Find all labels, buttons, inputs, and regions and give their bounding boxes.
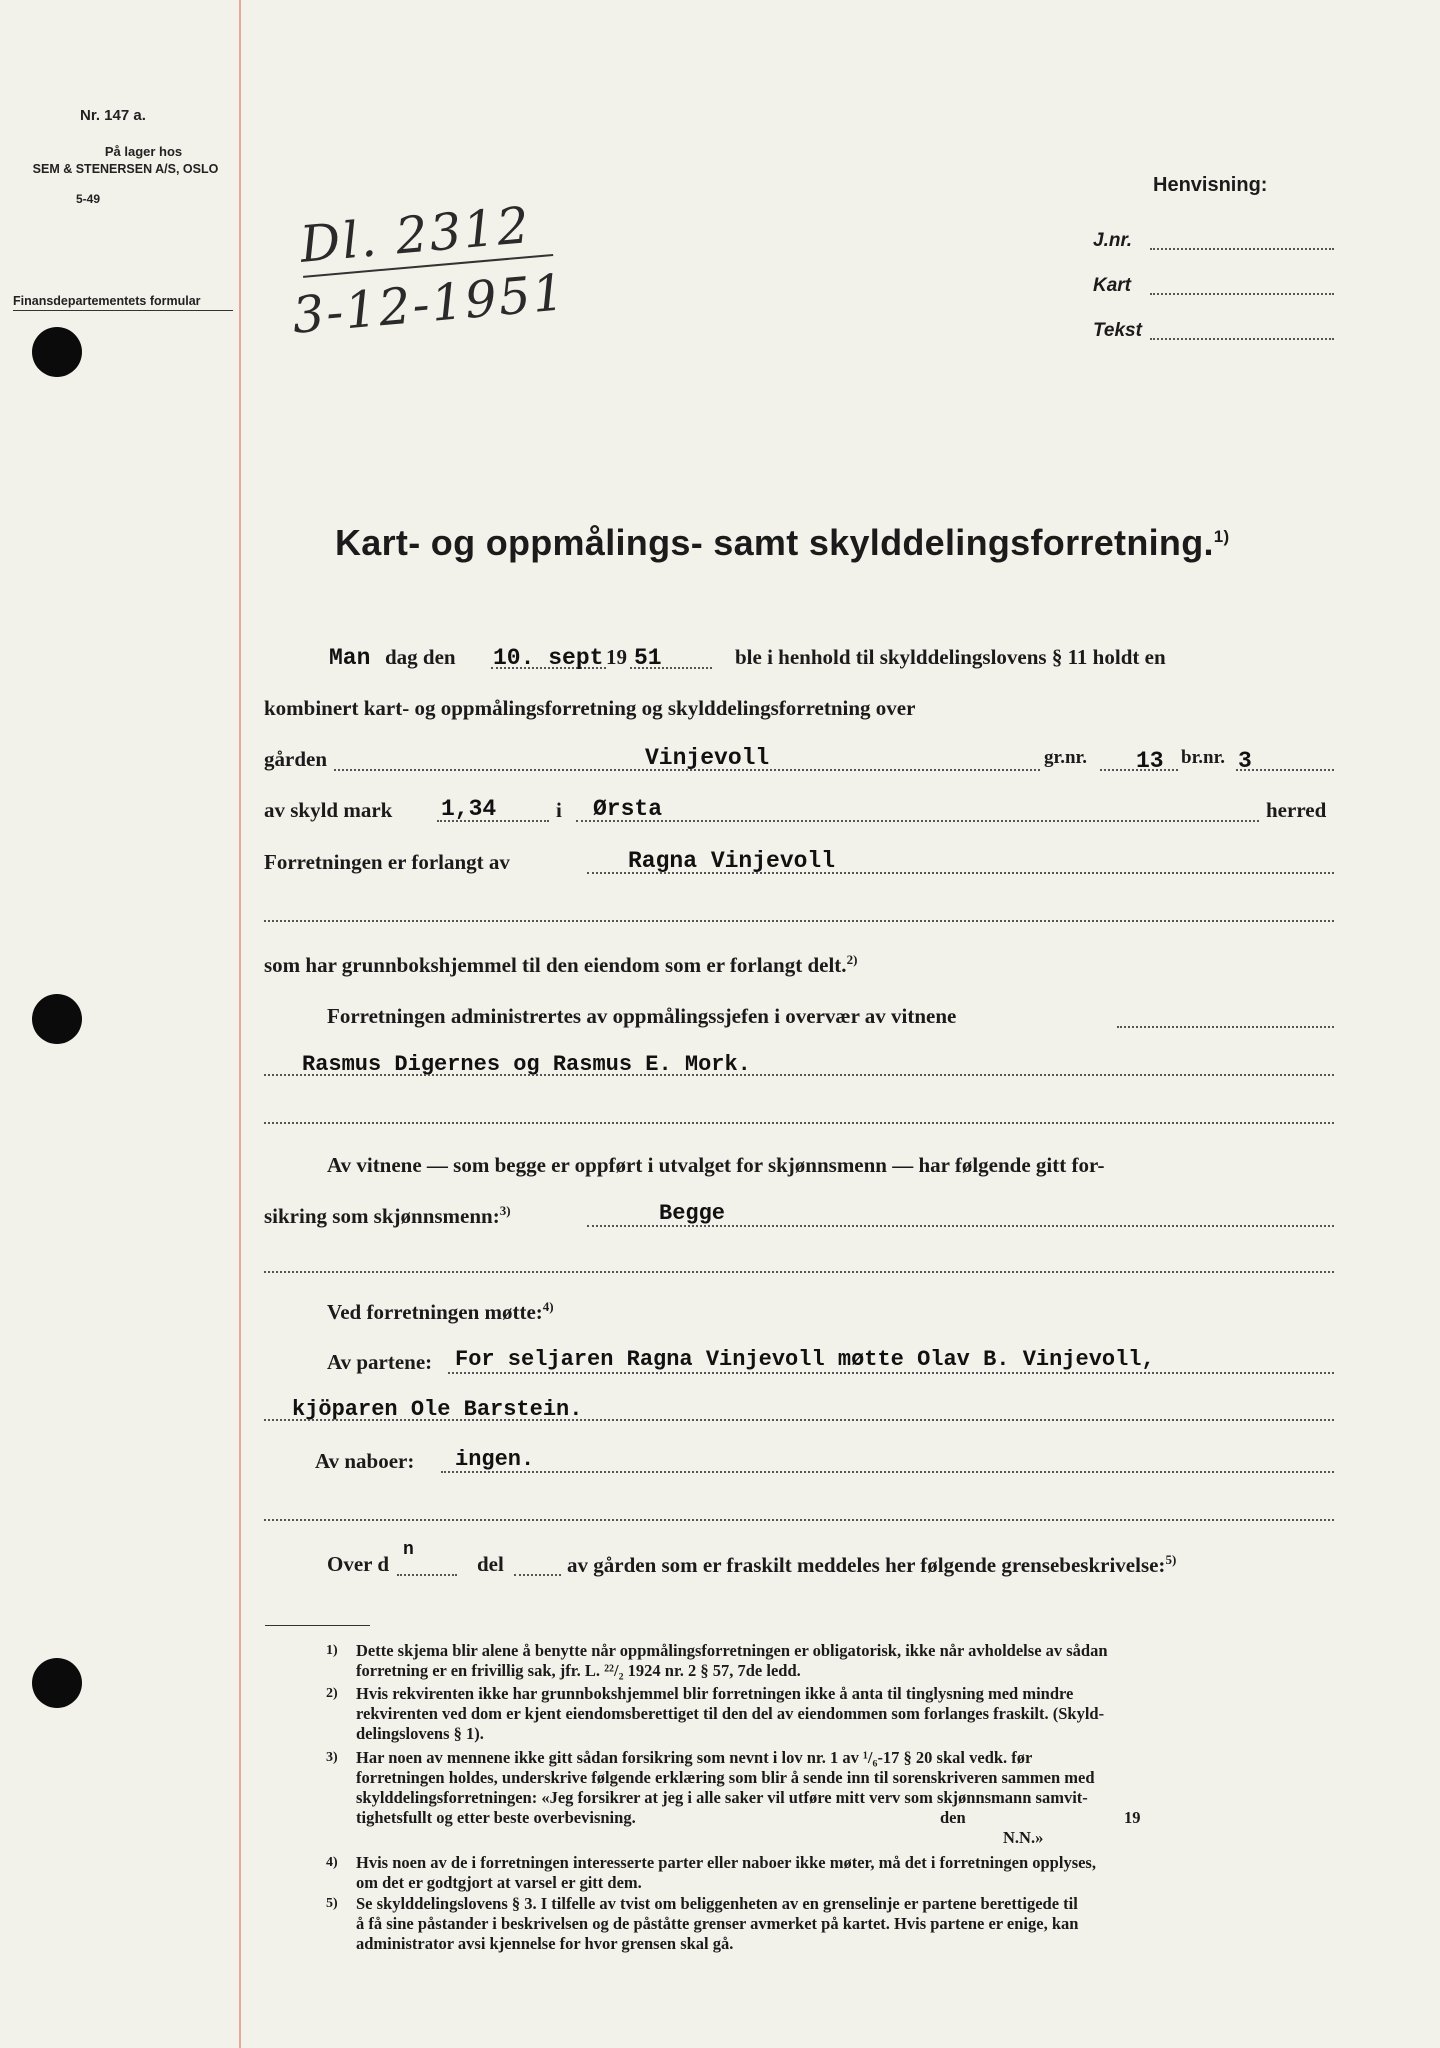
print-code: 5-49 [76, 192, 101, 206]
punch-hole [32, 994, 82, 1044]
grnr-label: gr.nr. [1044, 747, 1087, 768]
stock-line-1: På lager hos [104, 144, 183, 159]
day-label: dag den [385, 645, 456, 669]
year-prefix: 19 [606, 645, 627, 669]
over-field [397, 1574, 457, 1576]
requested-value: Ragna Vinjevoll [628, 848, 836, 874]
parties-value-2: kjöparen Ole Barstein. [292, 1397, 583, 1422]
punch-hole [32, 1658, 82, 1708]
skyld-value: 1,34 [441, 796, 497, 822]
line1-text: ble i henhold til skylddelingslovens § 11 holdt en [735, 645, 1166, 669]
footnote-rule [265, 1625, 370, 1626]
brnr-label: br.nr. [1181, 747, 1226, 768]
del-field [514, 1574, 561, 1576]
neighbours-field [441, 1471, 1334, 1473]
in-label: i [556, 798, 562, 822]
year-value: 51 [634, 645, 662, 671]
tekst-label: Tekst [1093, 320, 1142, 341]
administered-field [1117, 1026, 1334, 1028]
grnr-value: 13 [1136, 748, 1164, 774]
parties-value-1: For seljaren Ragna Vinjevoll møtte Olav B. Vinjevoll, [455, 1347, 1155, 1372]
requested-label: Forretningen er forlangt av [264, 850, 510, 874]
witnesses-value: Rasmus Digernes og Rasmus E. Mork. [302, 1052, 751, 1077]
oath-text: Av vitnene — som begge er oppført i utvalget for skjønnsmenn — har følgende gitt for- [327, 1153, 1105, 1177]
line2-text: kombinert kart- og oppmålingsforretning og skylddelingsforretning over [264, 696, 916, 720]
neighbours-value: ingen. [455, 1447, 535, 1472]
farm-label: gården [264, 747, 327, 771]
skyld-label: av skyld mark [264, 798, 393, 822]
stamp-line-2: 3-12-1951 [289, 263, 569, 345]
stamp-line-1: Dl. 2312 [298, 194, 554, 278]
title-holder-text: som har grunnbokshjemmel til den eiendom som er forlangt delt.$^{2)}$ [264, 952, 858, 977]
herred-value: Ørsta [593, 796, 663, 822]
farm-value: Vinjevoll [645, 745, 770, 771]
jnr-label: J.nr. [1093, 230, 1133, 251]
oath-signature: N.N.» [1003, 1828, 1044, 1847]
form-number: Nr. 147 a. [80, 107, 146, 124]
witnesses-field-2 [264, 1122, 1334, 1124]
kart-field [1150, 293, 1334, 295]
attended-label: Ved forretningen møtte:$^{4)}$ [327, 1299, 554, 1324]
over-text: av gården som er fraskilt meddeles her følgende grensebeskrivelse:$^{5)}$ [567, 1552, 1177, 1577]
del-label: del [477, 1552, 504, 1576]
punch-hole [32, 327, 82, 377]
oath-label: sikring som skjønnsmenn:$^{3)}$ [264, 1203, 511, 1228]
herred-label: herred [1266, 798, 1327, 822]
neighbours-label: Av naboer: [315, 1449, 415, 1473]
oath-value: Begge [659, 1201, 726, 1226]
document-title: Kart- og oppmålings- samt skylddelingsforretning.$^{1)}$ [335, 522, 1230, 563]
weekday-value: Man [329, 645, 371, 671]
kart-label: Kart [1093, 275, 1132, 296]
witnesses-field [264, 1074, 1334, 1076]
oath-year: 19 [1124, 1808, 1141, 1827]
margin-rule [239, 0, 241, 2048]
over-label: Over d [327, 1552, 390, 1576]
ministry-form-label: Finansdepartementets formular [13, 293, 233, 311]
reference-heading: Henvisning: [1153, 174, 1268, 196]
oath-field-2 [264, 1271, 1334, 1273]
parties-field [448, 1372, 1334, 1374]
parties-label: Av partene: [327, 1350, 433, 1374]
brnr-value: 3 [1238, 748, 1252, 774]
requested-field-2 [264, 920, 1334, 922]
stock-line-2: SEM & STENERSEN A/S, OSLO [32, 162, 219, 176]
oath-den: den [940, 1808, 966, 1827]
tekst-field [1150, 338, 1334, 340]
over-value: n [403, 1540, 414, 1560]
date-value: 10. sept [493, 645, 604, 671]
jnr-field [1150, 248, 1334, 250]
administered-text: Forretningen administrertes av oppmålingssjefen i overvær av vitnene [327, 1004, 957, 1028]
parties-field-2 [264, 1419, 1334, 1421]
neighbours-field-2 [264, 1519, 1334, 1521]
herred-field [576, 820, 1259, 822]
